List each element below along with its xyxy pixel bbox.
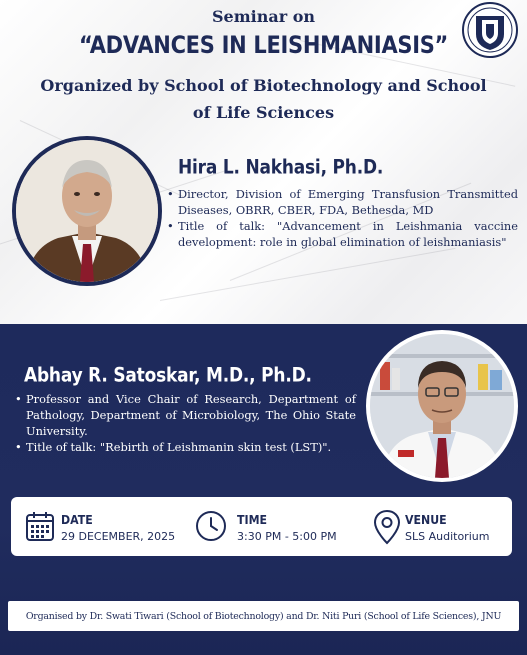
marble-vein (160, 248, 456, 301)
speaker-1-photo (12, 136, 162, 286)
speaker-2-bullet: • Title of talk: "Rebirth of Leishmanin skin test (LST)". (14, 439, 356, 455)
organizer-line: Organized by School of Biotechnology and School of Life Sciences (40, 76, 487, 122)
time-label: TIME (237, 513, 268, 528)
date-detail (11, 497, 181, 556)
calendar-icon (25, 510, 55, 542)
speaker-portrait-icon (370, 334, 514, 478)
seminar-subtitle: Seminar on (211, 7, 316, 26)
organisers-text: Organised by Dr. Swati Tiwari (School of Biotechnology) and Dr. Niti Puri (School of Life Sciences), JNU (25, 610, 502, 622)
clock-icon (195, 510, 227, 542)
seminar-title: “ADVANCES IN LEISHMANIASIS” (78, 31, 449, 59)
time-detail (193, 497, 353, 556)
venue-value: SLS Auditorium (405, 530, 490, 543)
location-pin-icon (373, 509, 401, 545)
speaker-1-bullet: • Director, Division of Emerging Transfusion Transmitted Diseases, OBRR, CBER, FDA, Bethesda, MD (166, 186, 518, 218)
venue-detail (371, 497, 512, 556)
event-details-card (11, 497, 512, 556)
venue-label: VENUE (405, 513, 447, 528)
speaker-2-name: Abhay R. Satoskar, M.D., Ph.D. (24, 364, 312, 387)
speaker-2-photo (366, 330, 518, 482)
date-label: DATE (61, 513, 93, 528)
speaker-1-name: Hira L. Nakhasi, Ph.D. (178, 156, 384, 179)
organisers-footer (8, 601, 519, 631)
speaker-1-bullet: • Title of talk: "Advancement in Leishmania vaccine development: role in global elimination of leishmaniasis" (166, 218, 518, 250)
speaker-portrait-icon (16, 140, 158, 282)
speaker-2-details (14, 391, 356, 455)
time-value: 3:30 PM - 5:00 PM (237, 530, 337, 543)
speaker-1-details (166, 186, 518, 250)
date-value: 29 DECEMBER, 2025 (61, 530, 176, 543)
speaker-2-bullet: • Professor and Vice Chair of Research, Department of Pathology, Department of Microbiology, The Ohio State University. (14, 391, 356, 439)
